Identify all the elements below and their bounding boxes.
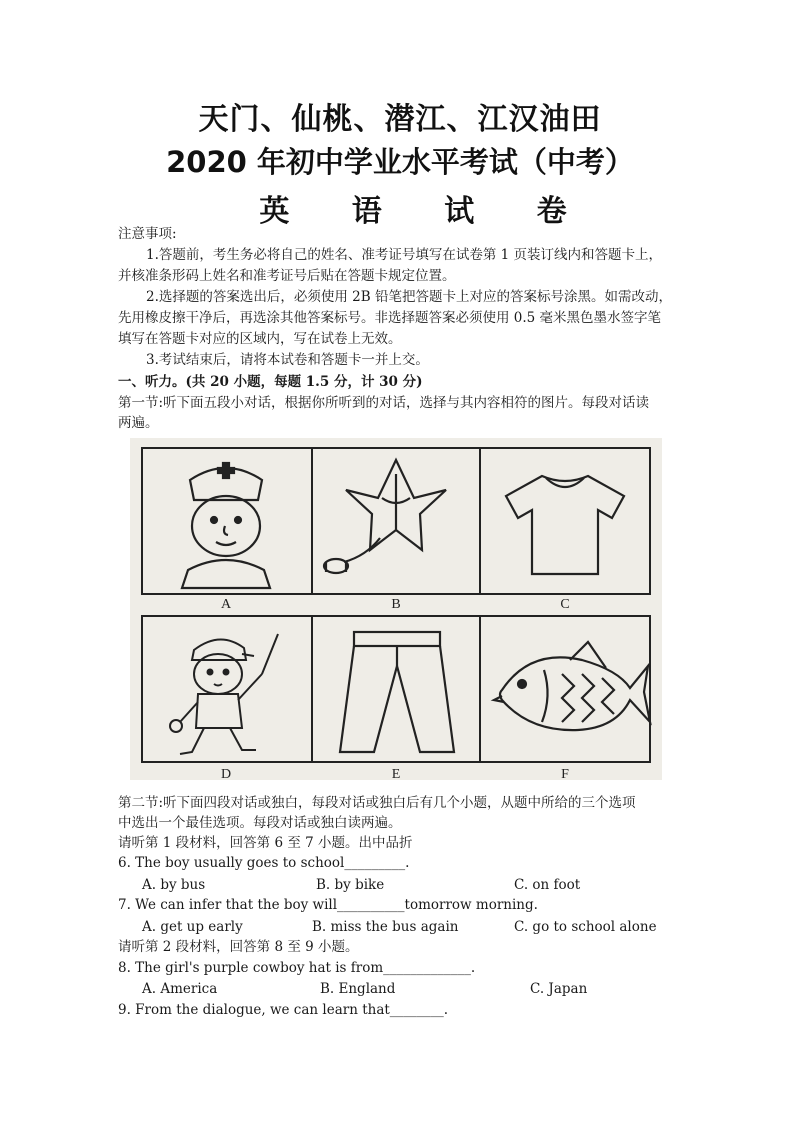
part1-instruction-line-1: 第一节:听下面五段小对话，根据你所听到的对话，选择与其内容相符的图片。每段对话读 [118, 395, 650, 411]
note-2-line-1: 2.选择题的答案选出后，必须使用 2B 铅笔把答题卡上对应的答案标号涂黑。如需改动， [146, 289, 672, 305]
material-2-instruction: 请听第 2 段材料，回答第 8 至 9 小题。 [118, 939, 359, 955]
question-7-stem: 7. We can infer that the boy will__________tomorrow morning. [118, 897, 538, 913]
picture-label-d: D [220, 767, 232, 780]
note-1-line-2: 并核准条形码上姓名和准考证号后贴在答题卡规定位置。 [118, 268, 456, 284]
trousers-icon [340, 632, 454, 752]
note-3: 3.考试结束后，请将本试卷和答题卡一并上交。 [146, 352, 429, 368]
question-6-option-a[interactable]: A. by bus [142, 877, 206, 893]
question-8-option-a[interactable]: A. America [142, 981, 218, 997]
question-8-option-c[interactable]: C. Japan [530, 981, 588, 997]
notes-heading: 注意事项: [118, 226, 177, 242]
picture-label-f: F [561, 767, 569, 780]
question-7-option-c[interactable]: C. go to school alone [514, 919, 657, 935]
exam-title-subject: 英 语 试 卷 [259, 194, 593, 229]
kite-icon [324, 460, 446, 573]
exam-title-year: 2020 年初中学业水平考试（中考） [166, 145, 634, 179]
nurse-icon [182, 463, 270, 588]
question-6-option-c[interactable]: C. on foot [514, 877, 581, 893]
material-1-instruction: 请听第 1 段材料，回答第 6 至 7 小题。出中品折 [118, 835, 413, 851]
question-9-stem: 9. From the dialogue, we can learn that________. [118, 1002, 449, 1018]
question-8-option-b[interactable]: B. England [320, 981, 396, 997]
question-6-option-b[interactable]: B. by bike [316, 877, 385, 893]
exam-title-region: 天门、仙桃、潜江、江汉油田 [198, 102, 602, 137]
picture-label-c: C [560, 597, 570, 612]
question-7-option-a[interactable]: A. get up early [142, 919, 243, 935]
question-6-stem: 6. The boy usually goes to school_________. [118, 855, 410, 871]
note-2-line-3: 填写在答题卡对应的区域内，写在试卷上无效。 [118, 331, 402, 347]
picture-label-a: A [220, 597, 232, 612]
picture-label-e: E [391, 767, 401, 780]
part2-instruction-line-1: 第二节:听下面四段对话或独白，每段对话或独白后有几个小题，从题中所给的三个选项 [118, 795, 636, 811]
picture-label-b: B [391, 597, 401, 612]
note-2-line-2: 先用橡皮擦干净后，再选涂其他答案标号。非选择题答案必须使用 0.5 毫米黑色墨水签字笔 [118, 310, 662, 326]
tshirt-icon [506, 476, 624, 574]
note-1-line-1: 1.答题前，考生务必将自己的姓名、准考证号填写在试卷第 1 页装订线内和答题卡上， [146, 247, 663, 263]
question-8-stem: 8. The girl's purple cowboy hat is from_____________. [118, 960, 476, 976]
section-heading: 一、听力。(共 20 小题，每题 1.5 分，计 30 分) [118, 374, 423, 390]
baseball-boy-icon [170, 634, 278, 754]
part1-instruction-line-2: 两遍。 [118, 415, 159, 431]
fish-icon [494, 642, 650, 730]
part2-instruction-line-2: 中选出一个最佳选项。每段对话或独白读两遍。 [118, 815, 402, 831]
picture-grid [130, 438, 662, 780]
question-7-option-b[interactable]: B. miss the bus again [312, 919, 459, 935]
